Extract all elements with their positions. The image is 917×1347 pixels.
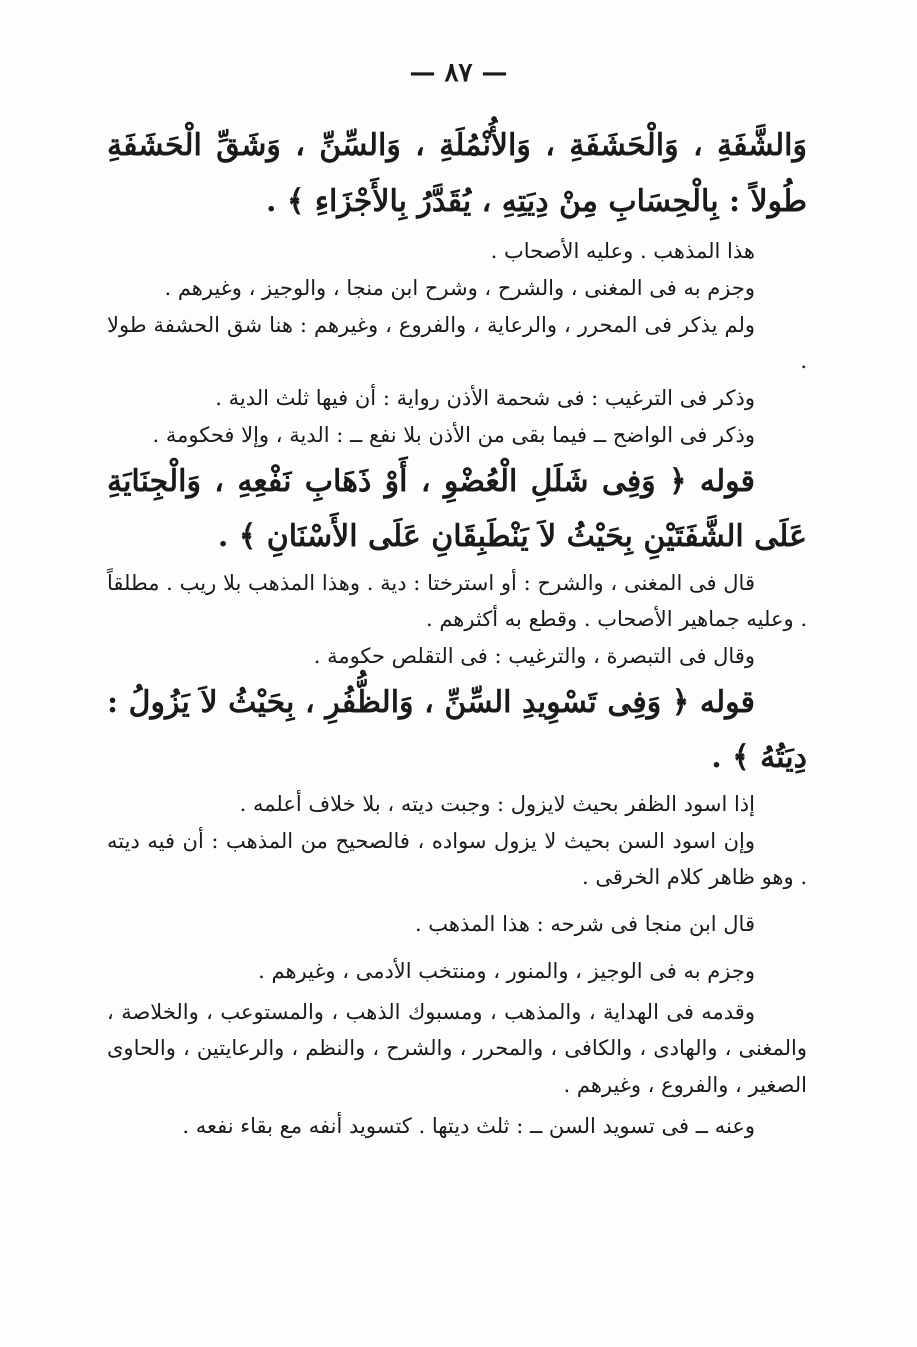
sharh-paragraph: وذكر فى الترغيب : فى شحمة الأذن رواية : أن فيها ثلث الدية . (215, 386, 755, 410)
sharh-paragraph: وجزم به فى المغنى ، والشرح ، وشرح ابن منجا ، والوجيز ، وغيرهم . (164, 275, 755, 300)
page-number: — ٨٧ — (409, 58, 508, 88)
sharh-paragraph: وإن اسود السن بحيث لا يزول سواده ، فالصحيح من المذهب : أن فيه ديته . وهو ظاهر كلام الخرقى . (107, 828, 807, 890)
page-body (107, 118, 807, 1145)
matn-paragraph: قوله ﴿ وَفِى شَلَلِ الْعُضْوِ ، أَوْ ذَهَابِ نَفْعِهِ ، وَالْجِنَايَةِ عَلَى الشَّفَتَيْنِ بِحَيْثُ لاَ يَنْطَبِقَانِ عَلَى الأَسْنَانِ ﴾ . (107, 463, 807, 554)
matn-paragraph: وَالشَّفَةِ ، وَالْحَشَفَةِ ، وَالأُنْمُلَةِ ، وَالسِّنِّ ، وَشَقِّ الْحَشَفَةِ طُولاً : بِالْحِسَابِ مِنْ دِيَتِهِ ، يُقَدَّرُ بِالأَجْزَاءِ ﴾ . (107, 128, 807, 219)
sharh-paragraph: هذا المذهب . وعليه الأصحاب . (490, 239, 755, 263)
sharh-paragraph: ولم يذكر فى المحرر ، والرعاية ، والفروع ، وغيرهم : هنا شق الحشفة طولا . (107, 312, 807, 374)
sharh-paragraph: قال فى المغنى ، والشرح : أو استرختا : دية . وهذا المذهب بلا ريب . مطلقاً . وعليه جماهير الأصحاب . وقطع به أكثرهم . (107, 570, 807, 632)
sharh-paragraph: وعنه ــ فى تسويد السن ــ : ثلث ديتها . كتسويد أنفه مع بقاء نفعه . (182, 1113, 755, 1138)
sharh-paragraph: إذا اسود الظفر بحيث لايزول : وجبت ديته ، بلا خلاف أعلمه . (239, 791, 755, 816)
sharh-paragraph: وجزم به فى الوجيز ، والمنور ، ومنتخب الأدمى ، وغيرهم . (258, 958, 755, 983)
sharh-paragraph: وذكر فى الواضح ــ فيما بقى من الأذن بلا نفع ــ : الدية ، وإلا فحكومة . (152, 422, 755, 447)
sharh-paragraph: قال ابن منجا فى شرحه : هذا المذهب . (414, 912, 755, 936)
sharh-paragraph: وقدمه فى الهداية ، والمذهب ، ومسبوك الذهب ، والمستوعب ، والخلاصة ، والمغنى ، والهادى ، والكافى ، والمحرر ، والشرح ، والنظم ، والرعايتين ، والحاوى الصغير ، والفروع ، وغيرهم . (107, 999, 807, 1097)
sharh-paragraph: وقال فى التبصرة ، والترغيب : فى التقلص حكومة . (313, 644, 755, 668)
matn-paragraph: قوله ﴿ وَفِى تَسْوِيدِ السِّنِّ ، وَالظُّفُرِ ، بِحَيْثُ لاَ يَزُولُ : دِيَتُهُ ﴾ . (107, 684, 807, 776)
